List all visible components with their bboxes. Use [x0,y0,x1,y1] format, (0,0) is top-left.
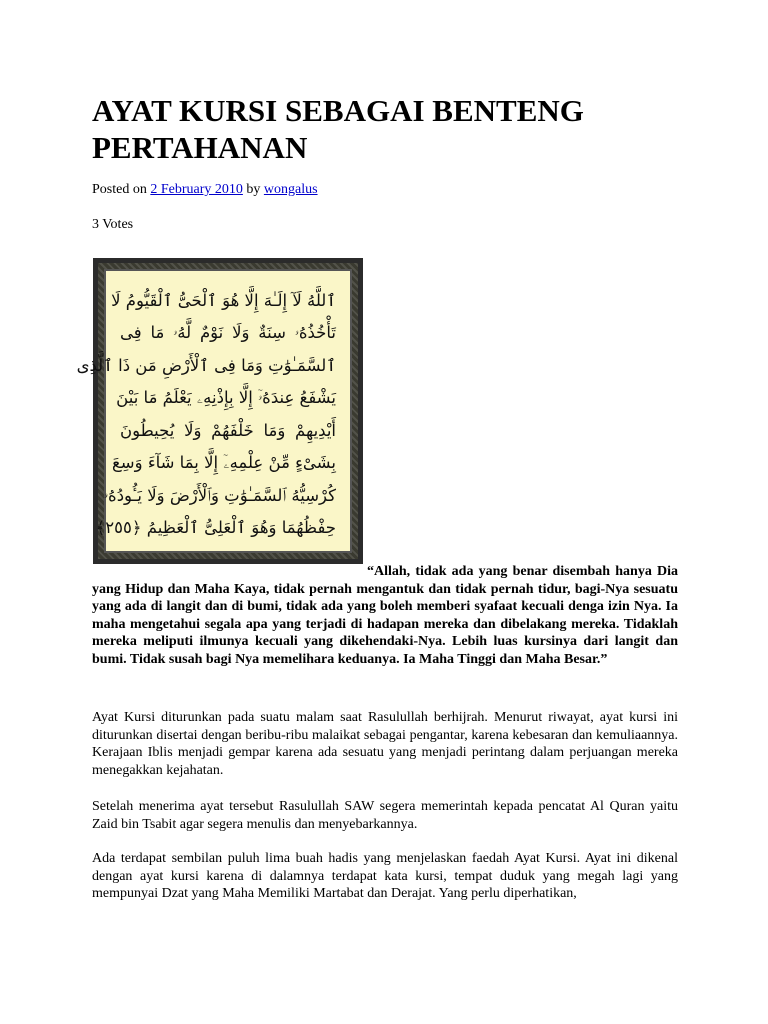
arabic-line: حِفْظُهُمَا وَهُوَ ٱلْعَلِىُّ ٱلْعَظِيمُ ﴿٢٥٥﴾ [95,517,336,537]
post-meta [92,182,318,198]
arabic-line: يَشْفَعُ عِندَهُۥٓ إِلَّا بِإِذْنِهِۦ يَعْلَمُ مَا بَيْنَ [116,388,336,408]
body-paragraph: Ada terdapat sembilan puluh lima buah hadis yang menjelaskan faedah Ayat Kursi. Ayat ini dikenal dengan ayat kursi karena di dalamnya terdapat kata kursi, tempat duduk yang megah lagi yang mempunyai Dzat yang Maha Memiliki Martabat dan Derajat. Yang perlu diperhatikan, [92,851,678,902]
arabic-line: أَيْدِيهِمْ وَمَا خَلْفَهُمْ وَلَا يُحِيطُونَ [120,420,336,440]
post-date-link[interactable]: 2 February 2010 [150,182,243,197]
body-paragraph: Ayat Kursi diturunkan pada suatu malam saat Rasulullah berhijrah. Menurut riwayat, ayat kursi ini diturunkan disertai dengan beribu-ribu malaikat sebagai pengantar, karena kebesaran dan kemuliaannya. Kerajaan Iblis menjadi gempar karena ada sesuatu yang menjadi perintang dalam perjuangan mereka menegakkan kejahatan. [92,710,678,778]
arabic-line: كُرْسِيُّهُ ٱلسَّمَـٰوَٰتِ وَٱلْأَرْضَ وَلَا يَـُٔودُهُۥ [103,485,336,505]
by-label: by [242,182,264,197]
translation-quote: “Allah, tidak ada yang benar disembah hanya Dia yang Hidup dan Maha Kaya, tidak pernah mengantuk dan tidak pernah tidur, bagi-Nya sesuatu yang ada di langit dan di bumi, tidak ada yang boleh memberi syafaat kecuali denga izin Nya. Ia maha mengetahui segala apa yang terjadi di hadapan mereka dan dibelakang mereka. Tidaklah mereka meliputi ilmunya kecuali yang dikehendaki-Nya. Lebih luas kursinya dari langit dan bumi. Tidak susah bagi Nya memelihara keduanya. Ia Maha Tinggi dan Maha Besar.” [92,564,678,667]
arabic-line: تَأْخُذُهُۥ سِنَةٌ وَلَا نَوْمٌ لَّهُۥ مَا فِى [120,323,336,343]
posted-on-label: Posted on [92,182,151,197]
body-paragraph: Setelah menerima ayat tersebut Rasulullah SAW segera memerintah kepada pencatat Al Quran yaitu Zaid bin Tsabit agar segera menulis dan menyebarkannya. [92,799,678,832]
votes-count: 3 Votes [92,217,134,232]
arabic-line: ٱللَّهُ لَآ إِلَـٰهَ إِلَّا هُوَ ٱلْحَىُّ ٱلْقَيُّومُ لَا [111,291,336,310]
arabic-line: ٱلسَّمَـٰوَٰتِ وَمَا فِى ٱلْأَرْضِ مَن ذَا ٱلَّذِى [76,355,336,375]
arabic-text-panel [76,269,352,553]
article-title: AYAT KURSI SEBAGAI BENTENG PERTAHANAN [92,93,584,165]
arabic-line: بِشَىْءٍ مِّنْ عِلْمِهِۦٓ إِلَّا بِمَا شَآءَ وَسِعَ [112,453,336,473]
ayat-kursi-image [76,258,363,564]
author-link[interactable]: wongalus [263,182,318,197]
